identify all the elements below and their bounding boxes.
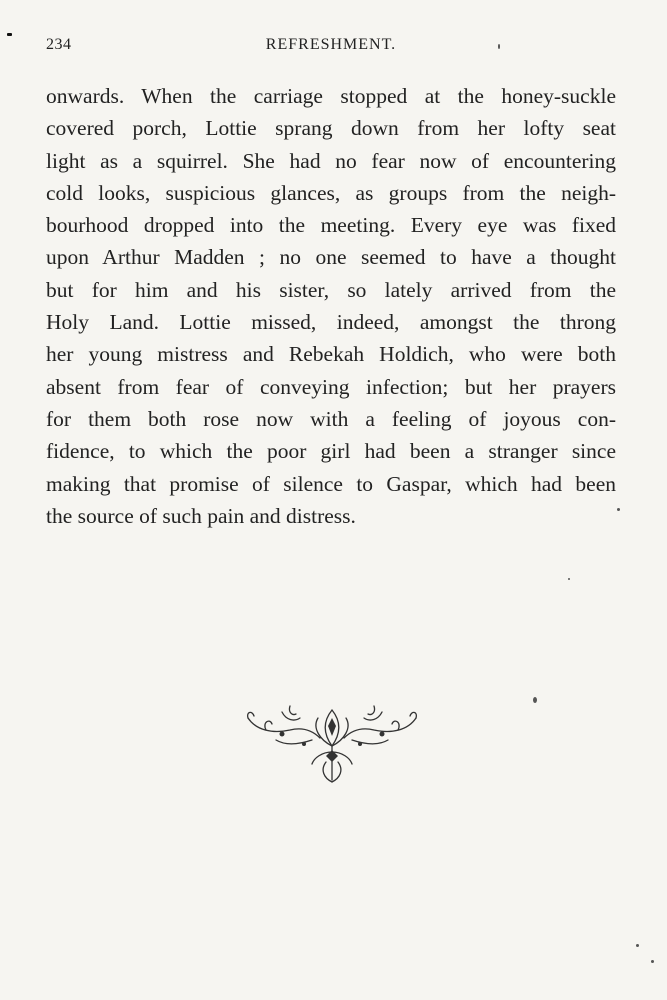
page-number: 234 — [46, 36, 72, 53]
text-line: light as a squirrel. She had no fear now of encountering — [46, 148, 616, 173]
text-line: fidence, to which the poor girl had been a stranger since — [46, 439, 616, 464]
text-line: absent from fear of conveying infection; but her prayers — [46, 374, 616, 399]
print-speck — [651, 960, 654, 963]
text-line: but for him and his sister, so lately arrived from the — [46, 277, 616, 302]
print-speck — [568, 578, 570, 580]
running-title: REFRESHMENT. — [265, 36, 397, 53]
print-speck — [7, 33, 12, 36]
text-line: her young mistress and Rebekah Holdich, who were both — [46, 342, 616, 367]
print-speck — [636, 944, 639, 947]
text-line: bourhood dropped into the meeting. Every eye was fixed — [46, 213, 616, 238]
text-line: Holy Land. Lottie missed, indeed, amongst the throng — [46, 310, 616, 335]
text-line: cold looks, suspicious glances, as groups from the neigh- — [46, 180, 616, 205]
print-speck — [617, 508, 620, 511]
text-line: for them both rose now with a feeling of joyous con- — [46, 406, 616, 431]
text-line: making that promise of silence to Gaspar, which had been — [46, 471, 616, 496]
text-line: the source of such pain and distress. — [46, 503, 356, 528]
print-speck — [533, 697, 537, 703]
text-line: covered porch, Lottie sprang down from her lofty seat — [46, 116, 616, 141]
text-line: upon Arthur Madden ; no one seemed to have a thought — [46, 245, 616, 270]
page-header — [46, 36, 616, 58]
body-paragraph — [46, 80, 616, 532]
print-speck — [498, 44, 500, 49]
text-line: onwards. When the carriage stopped at the honey-suckle — [46, 84, 616, 108]
floral-tailpiece-icon — [242, 700, 422, 786]
